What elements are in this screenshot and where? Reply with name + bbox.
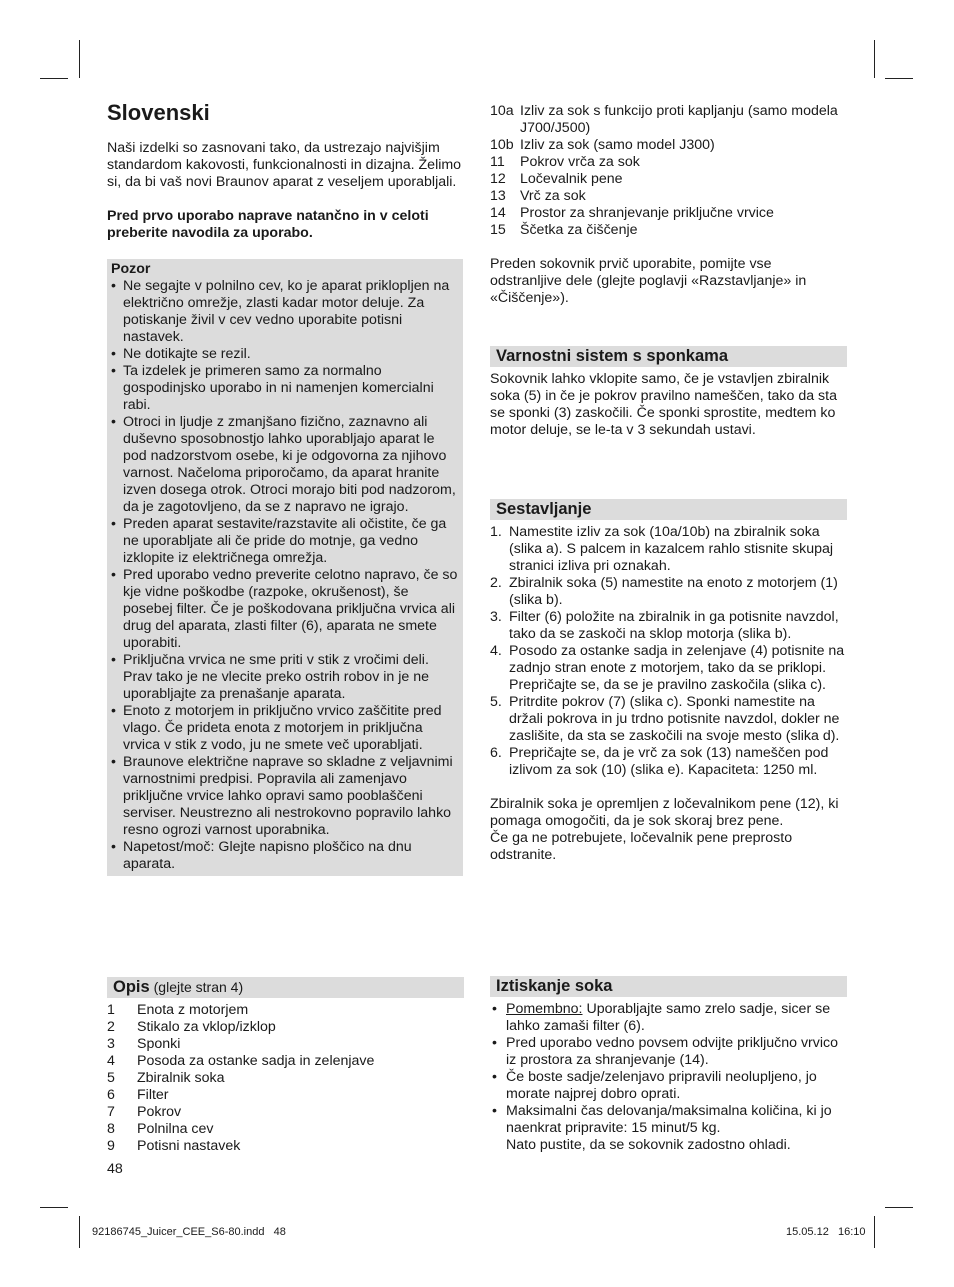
file-slug: 92186745_Juicer_CEE_S6-80.indd 48 [92,1226,286,1238]
list-item: 4 Posoda za ostanke sadja in zelenjave [107,1053,375,1069]
list-item: 6 Filter [107,1087,169,1103]
right-column [490,103,847,307]
left-column [107,100,463,876]
warning-item: • Napetost/moč: Glejte napisno ploščico na dnu aparata. [111,839,459,873]
safety-heading-bar [490,346,847,367]
list-item: 9 Potisni nastavek [107,1138,241,1154]
list-item: 8 Polnilna cev [107,1121,214,1137]
assembly-heading: Sestavljanje [496,500,592,518]
warning-item: • Ne segajte v polnilno cev, ko je aparat priklopljen na električno omrežje, zlasti kadar motor deluje. Za potiskanje živil v cev vedno uporabite potisni nastavek. [111,278,459,346]
page-title: Slovenski [107,100,210,125]
date-slug: 15.05.12 16:10 [786,1226,866,1238]
list-item: • Če boste sadje/zelenjavo pripravili neolupljeno, jo morate najprej dobro oprati. [492,1069,847,1103]
crop-mark [79,40,80,78]
list-item: 11 Pokrov vrča za sok [490,154,640,170]
before-use-paragraph: Preden sokovnik prvič uporabite, pomijte vse odstranljive dele (glejte poglavji «Razstavljanje» in «Čiščenje»). [490,256,807,306]
list-item: 13 Vrč za sok [490,188,586,204]
list-item: 10a Izliv za sok s funkcijo proti kapljanju (samo modela J700/J500) [490,103,838,136]
list-item: 3. Filter (6) položite na zbiralnik in ga potisnite navzdol, tako da se zaskoči na sklop motorja (slika b). [490,609,839,642]
warning-box [107,259,463,876]
crop-mark [874,40,875,78]
juicing-section [490,976,847,1154]
list-item: 5 Zbiralnik soka [107,1070,225,1086]
warning-item: • Braunove električne naprave so skladne z veljavnimi varnostnimi predpisi. Popravila ali zamenjavo priključne vrvice lahko opravi samo pooblaščeni serviser. Neustrezno ali nestrokovno popravilo lahko resno ogrozi varnost uporabnika. [111,754,459,839]
safety-heading: Varnostni sistem s sponkama [496,347,729,365]
warning-item: • Pred uporabo vedno preverite celotno napravo, če so kje vidne poškodbe (razpoke, okrušenost), še posebej filter. Če je poškodovana priključna vrvica ali drug del aparata, zlasti filter (6), aparata ne smete uporabiti. [111,567,459,652]
list-item: 7 Pokrov [107,1104,182,1120]
list-item: 1. Namestite izliv za sok (10a/10b) na zbiralnik soka (slika a). S palcem in kazalcem rahlo stisnite skupaj stranici izliva pri oznakah. [490,524,834,574]
list-item: 15 Ščetka za čiščenje [490,222,638,238]
safety-paragraph: Sokovnik lahko vklopite samo, če je vstavljen zbiralnik soka (5) in če je pokrov pravilno nameščen, tako da sta se sponki (3) zaskočili. Če sponki sprostite, medtem ko motor deluje, se le-ta v 3 sekundah ustavi. [490,371,837,438]
warning-list [111,278,459,873]
list-item: 2. Zbiralnik soka (5) namestite na enoto z motorjem (1) (slika b). [490,575,838,608]
warning-item: • Ne dotikajte se rezil. [111,346,459,363]
warning-item: • Priključna vrvica ne sme priti v stik z vročimi deli. Prav tako je ne vlecite preko ostrih robov in je ne uporabljajte za prenašanje aparata. [111,652,459,703]
parts-list [107,1002,464,1155]
assembly-heading-bar [490,499,847,520]
page-number: 48 [107,1161,123,1177]
warning-item: • Enoto z motorjem in priključno vrvico zaščitite pred vlago. Če prideta enota z motorjem in priključna vrvica v stik z vodo, ju ne smete več uporabljati. [111,703,459,754]
crop-mark [40,1207,68,1208]
list-item: • Pomembno: Uporabljajte samo zrelo sadje, sicer se lahko zamaši filter (6). [492,1001,847,1035]
opis-section [107,977,464,1178]
opis-heading-bar [107,977,464,998]
list-item: 2 Stikalo za vklop/izklop [107,1019,276,1035]
warning-item: • Preden aparat sestavite/razstavite ali očistite, če ga ne uporabljate ali če pride do motnje, ga vedno izklopite iz električnega omrežja. [111,516,459,567]
list-item: 5. Pritrdite pokrov (7) (slika c). Sponki namestite na držali pokrova in ju trdno potisnite navzdol, dokler ne zaslišite, da sta se zaskočili na svoje mesto (slika d). [490,694,840,744]
juicing-list [490,1001,847,1154]
opis-heading: Opis [113,978,150,996]
list-item: 14 Prostor za shranjevanje priključne vrvice [490,205,774,221]
warning-item: • Otroci in ljudje z zmanjšano fizično, zaznavno ali duševno sposobnostjo lahko uporabljajo aparat le pod nadzorstvom osebe, ki je odgovorna za njihovo varnost. Načeloma priporočamo, da aparat hranite izven dosega otrok. Otroci morajo biti pod nadzorom, da je zagotovljeno, da se z napravo ne igrajo. [111,414,459,516]
list-item: 4. Posodo za ostanke sadja in zelenjave (4) potisnite na zadnjo stran enote z motorjem, tako da se priklopi. Prepričajte se, da se je pravilno zaskočila (slika c). [490,643,845,693]
crop-mark [79,1216,80,1248]
list-item: 1 Enota z motorjem [107,1002,249,1018]
safety-section [490,346,847,439]
crop-mark [885,1207,913,1208]
crop-mark [874,1216,875,1248]
list-item: 10b Izliv za sok (samo model J300) [490,137,715,153]
list-item: • Maksimalni čas delovanja/maksimalna količina, ki jo naenkrat pripravite: 15 minut/5 kg. Nato pustite, da se sokovnik zadostno ohladi. [492,1103,847,1154]
foam-paragraph-2: Če ga ne potrebujete, ločevalnik pene preprosto odstranite. [490,830,793,863]
warning-title: Pozor [111,261,151,277]
read-instructions-note: Pred prvo uporabo naprave natančno in v celoti preberite navodila za uporabo. [107,208,429,241]
list-item: • Pred uporabo vedno povsem odvijte priključno vrvico iz prostora za shranjevanje (14). [492,1035,847,1069]
warning-item: • Ta izdelek je primeren samo za normalno gospodinjsko uporabo in ni namenjen komercialni rabi. [111,363,459,414]
list-item: 12 Ločevalnik pene [490,171,623,187]
list-item: 3 Sponki [107,1036,181,1052]
juicing-heading-bar [490,976,847,997]
opis-subheading: (glejte stran 4) [153,979,244,995]
assembly-section [490,499,847,864]
intro-paragraph: Naši izdelki so zasnovani tako, da ustrezajo najvišjim standardom kakovosti, funkcionalnosti in dizajna. Želimo si, da bi vaš novi Braunov aparat z veseljem uporabljali. [107,140,462,190]
juicing-heading: Iztiskanje soka [496,977,613,995]
foam-paragraph: Zbiralnik soka je opremljen z ločevalnikom pene (12), ki pomaga omogočiti, da je sok skoraj brez pene. [490,796,839,829]
crop-mark [40,78,68,79]
crop-mark [885,78,913,79]
list-item: 6. Prepričajte se, da je vrč za sok (13) nameščen pod izlivom za sok (10) (slika e). Kapaciteta: 1250 ml. [490,745,829,778]
parts-list-continued [490,103,847,239]
assembly-steps [490,524,847,779]
